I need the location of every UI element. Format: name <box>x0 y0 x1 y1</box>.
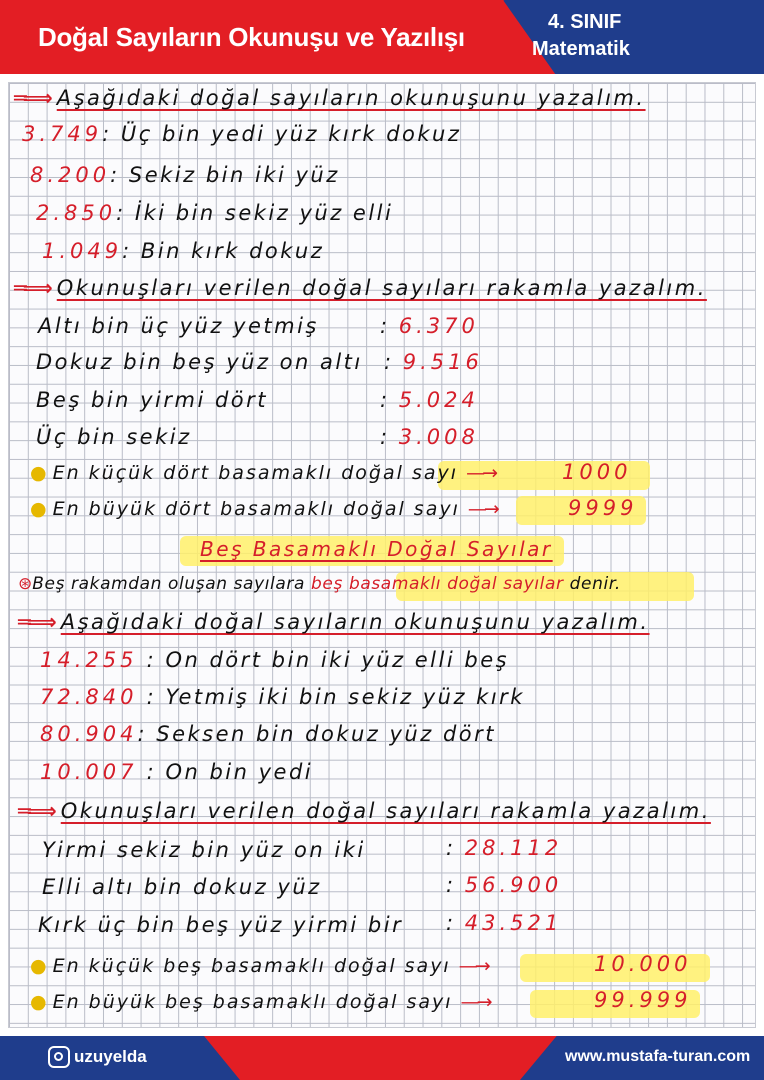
double-arrow-icon: ═⟹ <box>18 799 53 823</box>
fact-value <box>568 496 637 520</box>
list-item <box>40 760 313 784</box>
section4-heading-row <box>18 799 711 823</box>
list-item <box>40 722 496 746</box>
list-item <box>42 838 366 862</box>
section1-heading-row <box>14 86 646 110</box>
section2-heading-row <box>14 276 707 300</box>
subject-label: Matematik <box>532 38 630 60</box>
section3-heading-row <box>18 610 650 634</box>
number: 9.516 <box>402 350 483 374</box>
yellow-dot-icon: ● <box>30 955 49 977</box>
fact-row <box>30 498 497 520</box>
five-digit-title <box>200 537 553 561</box>
list-item <box>36 350 363 374</box>
reading: Üç bin yedi yüz kırk dokuz <box>120 122 462 146</box>
fact-text: En büyük dört basamaklı doğal sayı <box>52 498 460 520</box>
list-item-value <box>446 873 562 897</box>
separator: : <box>380 425 390 449</box>
number: 14.255 <box>40 648 138 672</box>
fact-row <box>30 955 488 977</box>
number: 5.024 <box>398 388 479 412</box>
number: 10.007 <box>40 760 138 784</box>
definition-highlight: beş basamaklı doğal sayılar <box>311 574 564 594</box>
number: 6.370 <box>398 314 479 338</box>
list-item <box>42 239 324 263</box>
number: 80.904 <box>40 722 138 746</box>
yellow-dot-icon: ● <box>30 462 49 484</box>
definition-prefix: Beş rakamdan oluşan sayılara <box>32 574 306 594</box>
separator: : <box>446 836 456 860</box>
separator: : <box>446 911 456 935</box>
reading: Yirmi sekiz bin yüz on iki <box>42 838 366 862</box>
separator: : <box>146 760 157 784</box>
five-digit-title-text: Beş Basamaklı Doğal Sayılar <box>200 537 553 561</box>
list-item <box>36 425 192 449</box>
reading: Yetmiş iki bin sekiz yüz kırk <box>165 685 525 709</box>
reading: Altı bin üç yüz yetmiş <box>38 314 319 338</box>
list-item <box>38 913 403 937</box>
separator: : <box>110 163 120 187</box>
section3-heading: Aşağıdaki doğal sayıların okunuşunu yazalım. <box>60 610 650 634</box>
list-item-value <box>380 388 479 412</box>
list-item-value <box>384 350 483 374</box>
list-item-value <box>380 425 479 449</box>
number: 2.850 <box>36 201 117 225</box>
page-title: Doğal Sayıların Okunuşu ve Yazılışı <box>38 22 465 52</box>
separator: : <box>380 388 390 412</box>
list-item <box>36 201 393 225</box>
list-item <box>42 875 322 899</box>
separator: : <box>146 685 157 709</box>
instagram-handle[interactable]: uzuyelda <box>74 1047 147 1066</box>
fact-value <box>594 988 691 1012</box>
reading: Beş bin yirmi dört <box>36 388 269 412</box>
number: 99.999 <box>594 988 692 1012</box>
number: 1.049 <box>42 239 123 263</box>
number: 8.200 <box>30 163 111 187</box>
fact-row <box>30 991 490 1013</box>
reading: On bin yedi <box>165 760 314 784</box>
separator: : <box>384 350 394 374</box>
yellow-dot-icon: ● <box>30 991 49 1013</box>
fact-row <box>30 462 495 484</box>
separator: : <box>116 201 126 225</box>
list-item <box>40 685 525 709</box>
fact-text: En küçük dört basamaklı doğal sayı <box>52 462 459 484</box>
separator: : <box>122 239 132 263</box>
reading: Dokuz bin beş yüz on altı <box>36 350 363 374</box>
reading: Elli altı bin dokuz yüz <box>42 875 322 899</box>
double-arrow-icon: ═⟹ <box>14 86 49 110</box>
fact-text: En küçük beş basamaklı doğal sayı <box>52 955 451 977</box>
website-link[interactable]: www.mustafa-turan.com <box>565 1048 751 1065</box>
red-arrow-icon: —→ <box>460 991 490 1013</box>
list-item-value <box>446 836 562 860</box>
yellow-dot-icon: ● <box>30 498 49 520</box>
list-item-value <box>446 911 562 935</box>
fact-value <box>562 460 631 484</box>
separator: : <box>146 648 157 672</box>
separator: : <box>137 722 148 746</box>
number: 56.900 <box>464 873 563 897</box>
number: 1000 <box>562 460 632 484</box>
number: 3.008 <box>398 425 479 449</box>
separator: : <box>102 122 112 146</box>
list-item <box>40 648 509 672</box>
grade-label: 4. SINIF <box>548 11 622 33</box>
number: 9999 <box>568 496 638 520</box>
list-item <box>30 163 340 187</box>
circled-star-icon: ⊛ <box>18 574 33 594</box>
number: 10.000 <box>594 952 692 976</box>
list-item <box>38 314 319 338</box>
reading: Üç bin sekiz <box>36 425 192 449</box>
reading: Kırk üç bin beş yüz yirmi bir <box>38 913 404 937</box>
number: 28.112 <box>464 836 563 860</box>
number: 72.840 <box>40 685 138 709</box>
red-arrow-icon: —→ <box>467 498 497 520</box>
reading: Seksen bin dokuz yüz dört <box>156 722 496 746</box>
section1-heading: Aşağıdaki doğal sayıların okunuşunu yazalım. <box>56 86 646 110</box>
double-arrow-icon: ═⟹ <box>18 610 53 634</box>
definition-suffix: denir. <box>569 574 621 594</box>
red-arrow-icon: —→ <box>458 955 488 977</box>
double-arrow-icon: ═⟹ <box>14 276 49 300</box>
instagram-icon[interactable] <box>48 1046 70 1068</box>
reading: Bin kırk dokuz <box>140 239 325 263</box>
list-item-value <box>380 314 479 338</box>
number: 43.521 <box>464 911 563 935</box>
list-item <box>36 388 268 412</box>
fact-text: En büyük beş basamaklı doğal sayı <box>52 991 453 1013</box>
list-item <box>22 122 461 146</box>
number: 3.749 <box>22 122 103 146</box>
red-arrow-icon: —→ <box>466 462 495 484</box>
reading: On dört bin iki yüz elli beş <box>165 648 510 672</box>
section2-heading: Okunuşları verilen doğal sayıları rakamla yazalım. <box>56 276 707 300</box>
definition-row <box>18 574 621 594</box>
separator: : <box>380 314 390 338</box>
fact-value <box>594 952 691 976</box>
section4-heading: Okunuşları verilen doğal sayıları rakamla yazalım. <box>60 799 711 823</box>
reading: Sekiz bin iki yüz <box>128 163 340 187</box>
reading: İki bin sekiz yüz elli <box>134 201 394 225</box>
separator: : <box>446 873 456 897</box>
